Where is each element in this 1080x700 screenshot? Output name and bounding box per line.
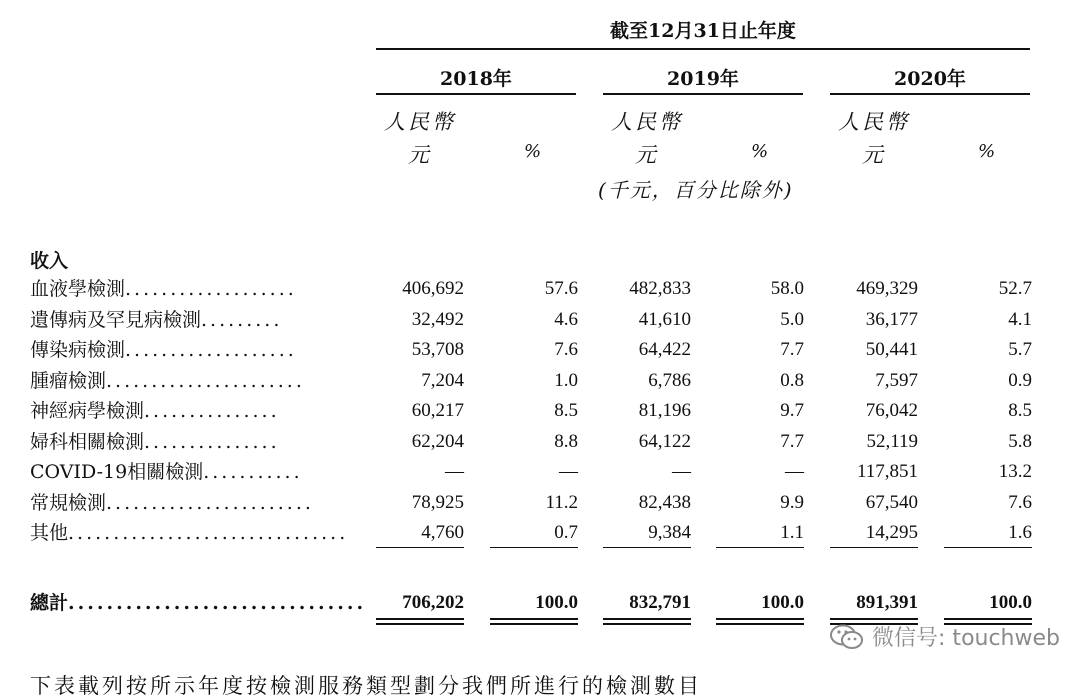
cell-value: 52,119: [866, 431, 918, 452]
watermark-text: 微信号: touchweb: [872, 626, 1060, 651]
cell-value: 1.0: [554, 370, 578, 391]
table-row: [0, 274, 1080, 304]
cell-value: 57.6: [544, 278, 578, 299]
row-label: [30, 274, 297, 304]
row-label: [30, 518, 348, 548]
cell-value: 5.7: [1008, 339, 1032, 360]
period-header: 截至12月31日止年度: [610, 20, 796, 42]
cell-value: 7,597: [875, 370, 918, 391]
cell-value: 9.9: [780, 492, 804, 513]
cell-value: 832,791: [629, 592, 691, 613]
cell-value: 53,708: [411, 339, 464, 360]
double-rule-c3-b: [603, 623, 691, 625]
cell-value: 64,122: [638, 431, 691, 452]
unit-rmb-2018: 人民幣: [384, 110, 456, 134]
cell-value: 62,204: [411, 431, 464, 452]
leader-dots: .......................: [106, 492, 314, 514]
total-label: [30, 588, 366, 618]
table-row: [0, 305, 1080, 335]
cell-value: 8.8: [554, 431, 578, 452]
cell-value: —: [672, 461, 691, 482]
leader-dots: ...................: [125, 278, 297, 300]
pct-header-2020: %: [978, 141, 996, 162]
year-rule-2018: [376, 93, 576, 95]
cell-value: 7.7: [780, 431, 804, 452]
cell-value: 13.2: [998, 461, 1032, 482]
cell-value: 100.0: [989, 592, 1032, 613]
row-label: [30, 457, 303, 487]
cell-value: 0.8: [780, 370, 804, 391]
cell-value: 11.2: [545, 492, 578, 513]
leader-dots: ...............................: [68, 522, 349, 544]
table-row: [0, 335, 1080, 365]
row-label-text: 腫瘤檢測: [30, 370, 107, 392]
cell-value: 8.5: [554, 400, 578, 421]
cell-value: 14,295: [865, 522, 918, 543]
cell-value: 50,441: [865, 339, 918, 360]
cell-value: 5.0: [780, 309, 804, 330]
unit-rmb-2019: 人民幣: [611, 110, 683, 134]
wechat-icon: [830, 624, 864, 650]
total-row: [0, 588, 1080, 618]
leader-dots: ......................: [106, 370, 305, 392]
year-2020-header: 2020年: [894, 68, 966, 90]
cell-value: 0.7: [554, 522, 578, 543]
subtotal-rule-c4: [716, 547, 804, 548]
pct-header-2018: %: [524, 141, 542, 162]
row-label: [30, 335, 297, 365]
cell-value: 7.7: [780, 339, 804, 360]
cell-value: 5.8: [1008, 431, 1032, 452]
double-rule-c5-a: [830, 618, 918, 620]
cell-value: 1.1: [780, 522, 804, 543]
cell-value: 41,610: [638, 309, 691, 330]
cell-value: 891,391: [856, 592, 918, 613]
row-label: [30, 366, 305, 396]
cell-value: 7,204: [421, 370, 464, 391]
row-label: [30, 305, 282, 335]
subtotal-rule-c3: [603, 547, 691, 548]
row-label-text: 遺傳病及罕見病檢測: [30, 309, 202, 331]
table-row: [0, 488, 1080, 518]
subtotal-rule-c2: [490, 547, 578, 548]
table-row: [0, 457, 1080, 487]
section-label-revenue: 收入: [30, 250, 69, 272]
double-rule-c6-a: [944, 618, 1032, 620]
double-rule-c4-a: [716, 618, 804, 620]
row-label: [30, 488, 314, 518]
table-row: [0, 396, 1080, 426]
cell-value: 1.6: [1008, 522, 1032, 543]
unit-rmb-2020: 人民幣: [838, 110, 910, 134]
cell-value: 4,760: [421, 522, 464, 543]
pct-header-2019: %: [751, 141, 769, 162]
subtotal-rule-c6: [944, 547, 1032, 548]
row-label-text: 神經病學檢測: [30, 400, 145, 422]
row-label-text: 傳染病檢測: [30, 339, 126, 361]
leader-dots: ...............................: [68, 592, 367, 614]
cell-value: 7.6: [1008, 492, 1032, 513]
cell-value: 9.7: [780, 400, 804, 421]
table-row: [0, 366, 1080, 396]
unit-note: (千元，百分比除外): [598, 178, 794, 202]
cell-value: 4.6: [554, 309, 578, 330]
footer-partial-text: 下表載列按所示年度按檢測服務類型劃分我們所進行的檢測數目: [30, 674, 702, 698]
subtotal-rule-c1: [376, 547, 464, 548]
cell-value: 9,384: [648, 522, 691, 543]
cell-value: 8.5: [1008, 400, 1032, 421]
cell-value: 82,438: [638, 492, 691, 513]
double-rule-c2-a: [490, 618, 578, 620]
unit-yuan-2018: 元: [408, 143, 432, 167]
cell-value: 32,492: [411, 309, 464, 330]
row-label-text: 婦科相關檢測: [30, 431, 145, 453]
table-row: [0, 518, 1080, 548]
double-rule-c1-a: [376, 618, 464, 620]
row-label: [30, 396, 280, 426]
cell-value: 100.0: [761, 592, 804, 613]
cell-value: 4.1: [1008, 309, 1032, 330]
cell-value: 6,786: [648, 370, 691, 391]
cell-value: —: [445, 461, 464, 482]
cell-value: 100.0: [535, 592, 578, 613]
cell-value: 406,692: [402, 278, 464, 299]
cell-value: 81,196: [638, 400, 691, 421]
cell-value: 60,217: [411, 400, 464, 421]
cell-value: —: [559, 461, 578, 482]
year-rule-2020: [830, 93, 1030, 95]
cell-value: 117,851: [856, 461, 918, 482]
table-row: [0, 427, 1080, 457]
header-rule: [376, 48, 1030, 50]
year-2019-header: 2019年: [667, 68, 739, 90]
row-label-text: 總計: [30, 592, 69, 614]
leader-dots: ...........: [203, 461, 303, 483]
cell-value: 58.0: [770, 278, 804, 299]
unit-yuan-2019: 元: [635, 143, 659, 167]
cell-value: 67,540: [865, 492, 918, 513]
row-label-text: COVID-19相關檢測: [30, 461, 204, 483]
leader-dots: ...............: [144, 400, 280, 422]
year-2018-header: 2018年: [440, 68, 512, 90]
leader-dots: ...............: [144, 431, 280, 453]
cell-value: 482,833: [629, 278, 691, 299]
cell-value: 36,177: [865, 309, 918, 330]
cell-value: 64,422: [638, 339, 691, 360]
double-rule-c4-b: [716, 623, 804, 625]
unit-yuan-2020: 元: [862, 143, 886, 167]
leader-dots: ...................: [125, 339, 297, 361]
row-label: [30, 427, 280, 457]
cell-value: 78,925: [411, 492, 464, 513]
row-label-text: 其他: [30, 522, 69, 544]
double-rule-c1-b: [376, 623, 464, 625]
cell-value: 76,042: [865, 400, 918, 421]
double-rule-c3-a: [603, 618, 691, 620]
double-rule-c2-b: [490, 623, 578, 625]
cell-value: 706,202: [402, 592, 464, 613]
cell-value: 469,329: [856, 278, 918, 299]
year-rule-2019: [603, 93, 803, 95]
watermark: [830, 621, 1060, 652]
cell-value: 7.6: [554, 339, 578, 360]
row-label-text: 常規檢測: [30, 492, 107, 514]
cell-value: 52.7: [998, 278, 1032, 299]
row-label-text: 血液學檢測: [30, 278, 126, 300]
cell-value: 0.9: [1008, 370, 1032, 391]
leader-dots: .........: [201, 309, 283, 331]
cell-value: —: [785, 461, 804, 482]
subtotal-rule-c5: [830, 547, 918, 548]
